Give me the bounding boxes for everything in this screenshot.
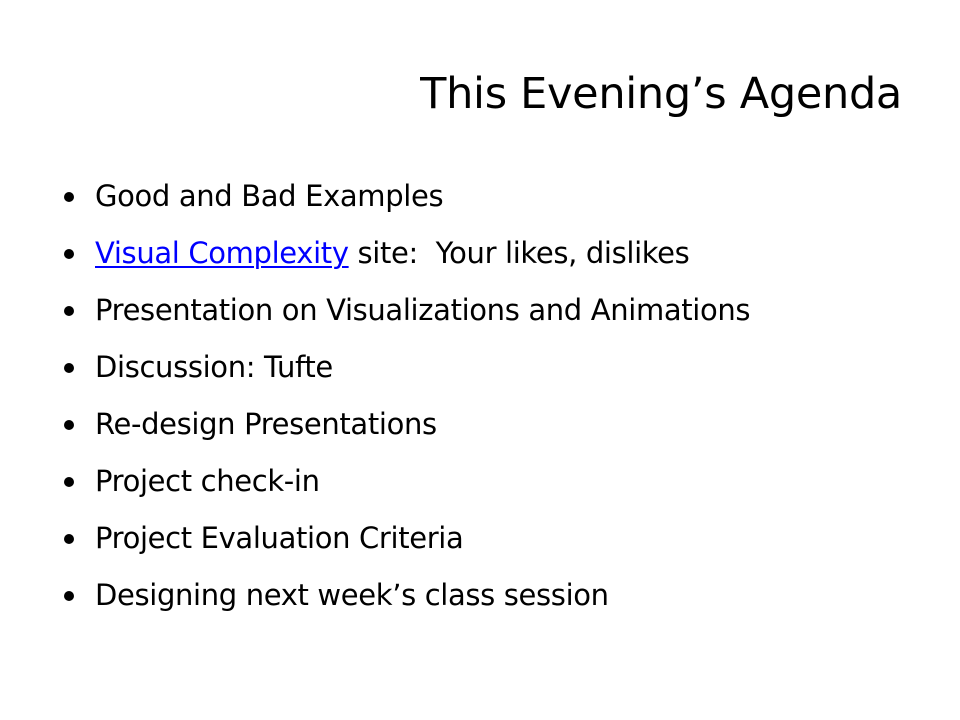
list-item-text: Presentation on Visualizations and Animations <box>95 293 751 327</box>
bullet-icon <box>64 534 74 544</box>
list-item-text: Good and Bad Examples <box>95 179 444 213</box>
bullet-icon <box>64 249 74 259</box>
bullet-icon <box>64 477 74 487</box>
list-item-text: Discussion: Tufte <box>95 350 333 384</box>
bullet-icon <box>64 420 74 430</box>
bullet-icon <box>64 192 74 202</box>
list-item <box>64 339 944 396</box>
list-item-text: Designing next week’s class session <box>95 578 609 612</box>
list-item-text: Project Evaluation Criteria <box>95 521 464 555</box>
list-item <box>64 282 944 339</box>
list-item <box>64 396 944 453</box>
bullet-icon <box>64 363 74 373</box>
list-item-content <box>95 225 689 282</box>
list-item <box>64 567 944 624</box>
list-item <box>64 225 944 282</box>
list-item <box>64 510 944 567</box>
list-item-text: Re-design Presentations <box>95 407 437 441</box>
visual-complexity-link[interactable]: Visual Complexity <box>95 236 349 270</box>
slide-title: This Evening’s Agenda <box>420 69 902 119</box>
bullet-icon <box>64 306 74 316</box>
list-item <box>64 453 944 510</box>
agenda-list <box>64 168 944 624</box>
list-item <box>64 168 944 225</box>
bullet-icon <box>64 591 74 601</box>
list-item-text: Project check-in <box>95 464 320 498</box>
list-item-text: site: Your likes, dislikes <box>348 236 690 270</box>
